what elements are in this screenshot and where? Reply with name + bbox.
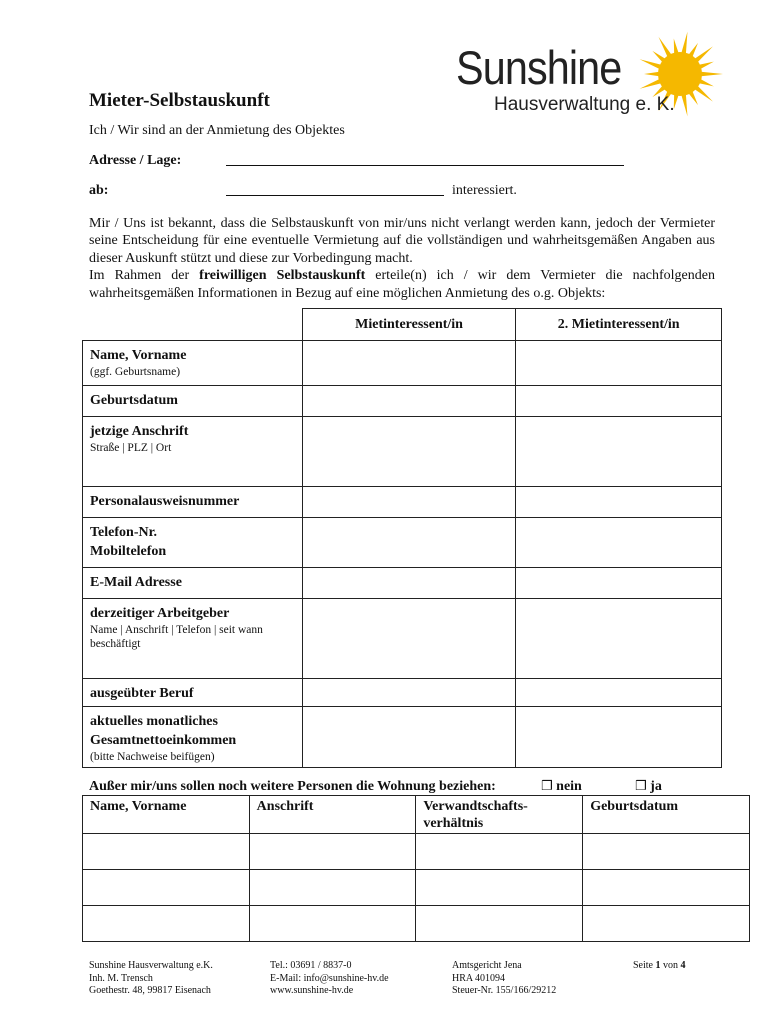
sun-ray [700,72,723,77]
page-current: 1 [655,960,661,971]
row-label-main: E-Mail Adresse [90,575,182,590]
input-cell[interactable] [83,834,250,870]
logo-wordmark: Sunshine [456,41,622,94]
input-cell-tenant-1[interactable] [302,707,516,768]
sun-ray [640,59,663,69]
footer-website[interactable]: www.sunshine-hv.de [270,985,354,997]
option-yes[interactable] [635,779,662,795]
row-label [83,599,303,679]
row-label [83,487,303,518]
tenant-info-table [82,308,722,768]
footer-email[interactable]: E-Mail: info@sunshine-hv.de [270,972,389,984]
header-tenant-2: 2. Mietinteressent/in [516,309,722,341]
table-row [83,487,722,518]
input-cell[interactable] [249,870,416,906]
row-label-main: Personalausweisnummer [90,494,240,509]
input-cell-tenant-1[interactable] [302,679,516,707]
other-persons-table [82,795,750,942]
row-label-main: Geburtsdatum [90,393,178,408]
header-relationship-line2: verhältnis [423,816,484,831]
voluntary-paragraph-line1 [89,267,715,284]
row-label-main: Telefon-Nr. [90,525,158,540]
voluntary-text-end: erteile(n) ich / wir dem Vermieter die nachfolgenden [365,268,715,283]
table-row [83,834,750,870]
address-label: Adresse / Lage: [89,153,182,168]
from-label: ab: [89,183,109,198]
sun-ray [681,93,687,116]
input-cell-tenant-1[interactable] [302,386,516,417]
logo-subtitle: Hausverwaltung e. K. [494,94,675,115]
footer-registry [452,960,556,998]
footer-contact [270,960,389,998]
other-persons-question: Außer mir/uns sollen noch weitere Personen die Wohnung beziehen: [89,779,496,794]
row-label [83,568,303,599]
table-header-row [83,309,722,341]
row-label [83,707,303,768]
page-title: Mieter-Selbstauskunft [89,90,270,111]
sun-ray [681,32,687,55]
page-prefix: Seite [633,960,656,971]
row-label-main: derzeitiger Arbeitgeber [90,606,230,621]
table-row [83,707,722,768]
input-cell-tenant-2[interactable] [516,679,722,707]
page-total: 4 [680,960,686,971]
input-cell[interactable] [583,870,750,906]
footer-hra: HRA 401094 [452,972,506,984]
input-cell[interactable] [416,834,583,870]
address-field[interactable] [226,152,624,166]
input-cell-tenant-2[interactable] [516,386,722,417]
voluntary-bold: freiwilligen Selbstauskunft [199,268,366,283]
header-birthdate: Geburtsdatum [583,796,750,834]
intro-text: Ich / Wir sind an der Anmietung des Objektes [89,123,345,138]
footer-page-number [633,960,686,973]
row-label [83,518,303,568]
header-relationship [416,796,583,834]
footer-address: Goethestr. 48, 99817 Eisenach [89,985,211,997]
table-row [83,568,722,599]
input-cell[interactable] [249,906,416,942]
footer-court: Amtsgericht Jena [452,960,522,971]
input-cell-tenant-2[interactable] [516,599,722,679]
row-label-main-2: Mobiltelefon [90,544,167,559]
sun-ray [640,79,663,89]
from-suffix: interessiert. [452,183,517,198]
option-no[interactable] [541,779,582,795]
row-label [83,341,303,386]
table-row [83,906,750,942]
voluntary-text-start: Im Rahmen der [89,268,200,283]
footer-owner: Inh. M. Trensch [89,972,153,984]
consent-text: Mir / Uns ist bekannt, dass die Selbstauskunft von mir/uns nicht verlangt werden kann, jedoch der Vermieter seine Entscheidung für eine eventuelle Vermietung auf die vollständigen und wahrheitsgemäßen Angaben aus dieser Auskunft stützt und diese zur Vorbedingung macht. [89,216,715,266]
input-cell[interactable] [83,870,250,906]
footer-company [89,960,213,998]
table-row [83,518,722,568]
input-cell-tenant-2[interactable] [516,568,722,599]
row-label-sub: Straße | PLZ | Ort [90,442,172,454]
row-label [83,417,303,487]
input-cell[interactable] [416,870,583,906]
input-cell-tenant-2[interactable] [516,341,722,386]
input-cell-tenant-1[interactable] [302,487,516,518]
row-label-sub: (bitte Nachweise beifügen) [90,751,215,763]
header-address: Anschrift [249,796,416,834]
option-no-label: nein [556,779,582,794]
header-corner [83,309,303,341]
header-name: Name, Vorname [83,796,250,834]
input-cell-tenant-1[interactable] [302,417,516,487]
consent-paragraph [89,215,715,267]
row-label-main: jetzige Anschrift [90,424,189,439]
row-label-sub: Name | Anschrift | Telefon | seit wann beschäftigt [90,624,263,650]
checkbox-icon[interactable]: ❒ [635,779,647,794]
input-cell[interactable] [583,834,750,870]
input-cell[interactable] [416,906,583,942]
footer-phone: Tel.: 03691 / 8837-0 [270,960,352,971]
input-cell[interactable] [83,906,250,942]
footer-company-name: Sunshine Hausverwaltung e.K. [89,960,213,971]
input-cell-tenant-2[interactable] [516,417,722,487]
input-cell-tenant-1[interactable] [302,341,516,386]
row-label-main: aktuelles monatliches [90,714,218,729]
footer-tax-number: Steuer-Nr. 155/166/29212 [452,985,557,997]
table-row [83,870,750,906]
row-label-main: ausgeübter Beruf [90,686,194,701]
other-persons-header-row [83,796,750,834]
option-yes-label: ja [650,779,662,794]
input-cell-tenant-1[interactable] [302,518,516,568]
input-cell-tenant-2[interactable] [516,707,722,768]
row-label [83,386,303,417]
sun-ray [644,72,660,77]
table-row [83,679,722,707]
input-cell[interactable] [583,906,750,942]
header-relationship-line1: Verwandtschafts- [423,799,528,814]
sun-core [658,52,702,96]
voluntary-paragraph-line2: wahrheitsgemäßen Informationen in Bezug auf eine möglichen Anmietung des o.g. Objekts: [89,286,606,301]
header-tenant-1: Mietinteressent/in [302,309,516,341]
table-row [83,417,722,487]
company-logo [452,32,722,124]
input-cell-tenant-1[interactable] [302,599,516,679]
input-cell-tenant-2[interactable] [516,518,722,568]
checkbox-icon[interactable]: ❒ [541,779,553,794]
table-row [83,386,722,417]
input-cell-tenant-1[interactable] [302,568,516,599]
row-label-main: Name, Vorname [90,348,187,363]
row-label-main-2: Gesamtnettoeinkommen [90,733,237,748]
table-row [83,599,722,679]
input-cell-tenant-2[interactable] [516,487,722,518]
page-mid: von [660,960,681,971]
row-label-sub: (ggf. Geburtsname) [90,366,181,378]
table-row [83,341,722,386]
input-cell[interactable] [249,834,416,870]
from-date-field[interactable] [226,182,444,196]
row-label [83,679,303,707]
